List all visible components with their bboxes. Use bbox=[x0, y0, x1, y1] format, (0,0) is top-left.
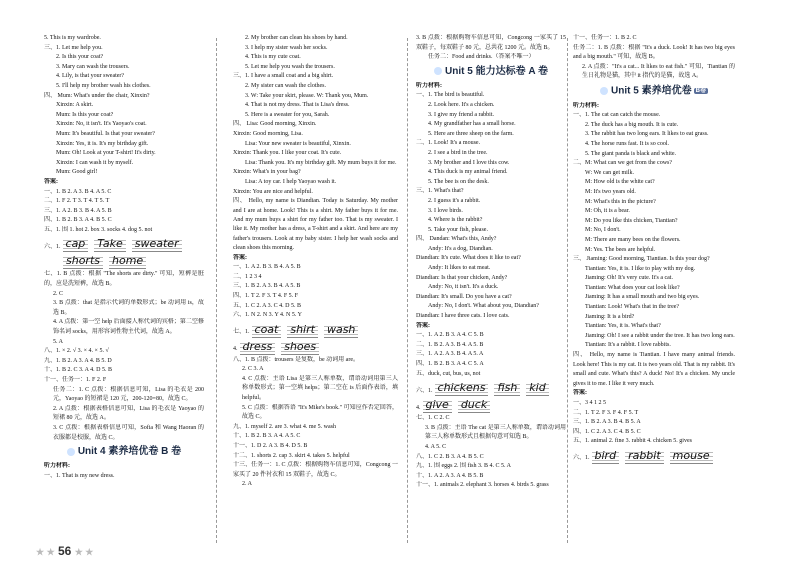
dialogue-line: Lisa: A toy car. I help Yaoyao wash it. bbox=[245, 178, 337, 185]
listening-line: 一、1. That is my new dress. bbox=[44, 472, 115, 479]
note-line: 5. C 点拨：根据答语 "It's Mike's book." 可知应作否定回答，故选 C。 bbox=[242, 404, 398, 421]
dialogue-line: Xinxin: What's in your bag? bbox=[233, 169, 301, 176]
handwriting-row bbox=[44, 236, 204, 252]
unit-title: Unit 5 能力达标卷 A 卷 bbox=[416, 66, 566, 78]
text-line: 5. I'll help my brother wash his clothes. bbox=[56, 82, 151, 89]
answer-line: 二、1. B 2. A 3. B 4. A 5. B bbox=[416, 341, 484, 348]
dialogue-line: Diandian: It's small. Do you have a cat? bbox=[416, 293, 512, 300]
note-line: 八、1. C 2. B 3. A 4. B 5. C bbox=[416, 453, 484, 460]
text-line: 十一、任务一：1. B 2. C bbox=[573, 35, 637, 41]
listening-line: 4. Where is the rabbit? bbox=[428, 217, 483, 224]
listening-heading: 听力材料: bbox=[416, 82, 442, 89]
handwriting-row bbox=[416, 380, 566, 396]
text-line: 三、1. I have a small coat and a big shirt. bbox=[233, 73, 334, 80]
column-3 bbox=[416, 34, 566, 491]
listening-line: 2. The duck has a big mouth. It is cute. bbox=[585, 121, 679, 128]
handwritten-word: fish bbox=[494, 381, 520, 396]
listening-line: 5. The giant panda is black and white. bbox=[585, 150, 677, 157]
listening-line: 5. Here are three sheep on the farm. bbox=[428, 130, 514, 137]
text-line: 3. I help my sister wash her socks. bbox=[245, 44, 328, 51]
listening-line: 三、1. What's that? bbox=[416, 188, 464, 195]
handwritten-word: rabbit bbox=[625, 449, 664, 464]
note-line: 3. C 点拨：根据表格信息可知，Sofia 和 Wang Haoran 的衣服都是校服，故选 C。 bbox=[53, 424, 204, 441]
dialogue-line: Xinxin: You are nice and helpful. bbox=[233, 188, 313, 195]
dialogue-line: Andy: It likes to eat meat. bbox=[428, 265, 491, 272]
item-number: 4. bbox=[416, 404, 421, 411]
unit-title: Unit 4 素养培优卷 B 卷 bbox=[44, 446, 204, 458]
note-line: 十一、1. animals 2. elephant 3. horses 4. birds 5. grass bbox=[416, 482, 549, 489]
handwritten-word: bird bbox=[592, 449, 620, 464]
listening-line: M: There are many bees on the flowers. bbox=[585, 236, 681, 243]
handwriting-row bbox=[416, 397, 566, 413]
passage: 四、 Hello, my name is Tiantian. I have many animal friends. Look here! This is my cat. It is two years old. That is my rabbit. It's small and cute. What's this? A duck! No! It's a chicken. My uncle gives it to me. I like it very much. bbox=[573, 352, 735, 387]
dialogue-line: Lisa: Your new sweater is beautiful, Xinxin. bbox=[245, 140, 351, 147]
answer-line: 三、1. B 2. A 3. B 4. A 5. B bbox=[233, 283, 301, 290]
note-line: 十一、任务一：1. F 2. F bbox=[44, 377, 107, 383]
answers-heading: 答案: bbox=[44, 178, 58, 185]
dialogue-line: Mum: It's beautiful. Is that your sweater? bbox=[56, 130, 155, 137]
listening-line: M: What's this in the picture? bbox=[585, 198, 656, 205]
item-number: 六、1. bbox=[44, 243, 61, 250]
dialogue-line: Andy: It's a dog, Diandian. bbox=[428, 245, 493, 252]
text-line: 任务二：1. B 点拨：根据 "It's a duck. Look! It has two big eyes and a big mouth." 可知，故选 B。 bbox=[573, 44, 735, 61]
dialogue-line: Jiaming: Oh! I see a rabbit under the tree. It has two long ears. bbox=[585, 332, 735, 339]
dialogue-line: 四、 Mum: What's under the chair, Xinxin? bbox=[44, 92, 150, 99]
dialogue-line: Lisa: Thank you. It's my birthday gift. My mum buys it for me. bbox=[245, 159, 397, 166]
answer-line: 一、1. A 2. B 3. B 4. A 5. B bbox=[233, 264, 301, 271]
listening-line: 5. The bee is on the desk. bbox=[428, 178, 489, 185]
handwritten-word: chickens bbox=[435, 381, 489, 396]
answer-line: 四、1. T 2. F 3. T 4. F 5. F bbox=[233, 292, 299, 299]
listening-line: M: How old is the white cat? bbox=[585, 179, 655, 186]
note-line: 4. A 5. C bbox=[425, 443, 447, 450]
note-line: 3. B 点拨：that 是指示代词的单数形式；be 动词用 is，故选 B。 bbox=[53, 300, 204, 316]
dialogue-line: Tiantian: Look! What's that in the tree? bbox=[585, 304, 680, 311]
dialogue-line: 四、 Dandan: What's this, Andy? bbox=[416, 236, 497, 243]
answer-line: 四、1. C 2. A 3. C 4. B 5. C bbox=[573, 428, 641, 435]
top-lines bbox=[44, 34, 204, 92]
handwritten-word: sweater bbox=[132, 237, 182, 252]
text-line: 4. This is my cute coat. bbox=[245, 54, 301, 61]
dialogue-line: Xinxin: I can wash it by myself. bbox=[56, 159, 134, 166]
item-number: 七、1. bbox=[233, 329, 250, 336]
handwritten-word: Take bbox=[94, 237, 125, 252]
column-4 bbox=[573, 34, 735, 465]
dialogue-line: Tiantian: What does your cat look like? bbox=[585, 284, 680, 291]
handwritten-word: shorts bbox=[63, 254, 103, 269]
column-divider bbox=[216, 38, 217, 543]
dialogue-line: Tiantian: Yes, it is. I like to play with my dog. bbox=[585, 265, 696, 272]
answer-line: 三、1. A 2. B 3. B 4. A 5. B bbox=[44, 207, 112, 214]
answer-line: 一、1. B 2. A 3. B 4. A 5. C bbox=[44, 188, 112, 195]
note-line: 十、1. A 2. A 3. A 4. B 5. B bbox=[416, 472, 484, 479]
dialogue-line: Diandian: Is that your chicken, Andy? bbox=[416, 274, 508, 281]
dialogue-line: Jiaming: Oh! It's very cute. It's a cat. bbox=[585, 275, 673, 282]
dialogue-line: Diandian: It's cute. What does it like to eat? bbox=[416, 255, 521, 262]
listening-line: 3. The rabbit has two long ears. It likes to eat grass. bbox=[585, 131, 709, 138]
answer-line: 五、1. 围 1. hot 2. box 3. socks 4. dog 5. not bbox=[44, 226, 153, 233]
text-line: 3. W: Take your skirt, please. W: Thank you, Mum. bbox=[245, 92, 369, 99]
dialogue-line: 三、 Jiaming: Good morning, Tiantian. Is this your dog? bbox=[573, 256, 710, 263]
item-number: 六、1. bbox=[573, 455, 590, 462]
note-line: 任务二：1. C 点拨：根据信息可知，Lisa 的毛衣是 200 元，Yaoyao 的短裙是 120 元，200-120=80，故选 C。 bbox=[53, 386, 204, 403]
text-line: 5. Let me help you wash the trousers. bbox=[245, 63, 335, 70]
dialogue-line: Xinxin: A skirt. bbox=[56, 102, 94, 109]
answers-heading: 答案: bbox=[416, 322, 430, 329]
answer-line: 二、1. F 2. T 3. T 4. T 5. T bbox=[44, 198, 110, 205]
listening-line: 3. My brother and I love this cow. bbox=[428, 159, 510, 166]
note-line: 十一、1. D 2. A 3. B 4. D 5. B bbox=[233, 443, 308, 450]
text-line: 2. My brother can clean his shoes by hand. bbox=[245, 35, 348, 41]
handwriting-row bbox=[233, 339, 398, 355]
listening-line: M: Yes. The bees are helpful. bbox=[585, 246, 656, 253]
note-line: 九、1. 围 eggs 2. 围 fish 3. B 4. C 5. A bbox=[416, 463, 512, 470]
answer-line: 四、1. B 2. B 3. A 4. C 5. A bbox=[416, 361, 484, 367]
note-line: 2. C bbox=[53, 290, 64, 297]
text-line: 4. That is not my dress. That is Lisa's dress. bbox=[245, 102, 350, 109]
text-line: 任务二：Food and drinks.（答案不唯一） bbox=[428, 54, 535, 61]
note-line: 2. C 3. A bbox=[242, 366, 264, 373]
answer-line: 二、1. T 2. F 3. F 4. F 5. T bbox=[573, 409, 639, 416]
star-icon: ★ ★ bbox=[74, 547, 94, 557]
listening-heading: 听力材料: bbox=[573, 102, 599, 109]
answer-line: 一、3 4 1 2 5 bbox=[573, 400, 607, 407]
handwriting-row bbox=[233, 322, 398, 338]
unit-title: Unit 5 素养培优卷 B卷 bbox=[573, 85, 735, 98]
note-line: 4. C 点拨：主语 Lisa 是第三人称单数，谓语动词用第三人称单数形式；第一空填 helps；第二空在 is 后面作表语，填 helpful。 bbox=[242, 375, 398, 402]
answers-heading: 答案: bbox=[233, 254, 247, 261]
answers-heading: 答案: bbox=[573, 390, 587, 397]
dialogue-line: Tiantian: It's a rabbit. I love rabbits. bbox=[585, 342, 671, 349]
listening-line: M: Oh, it is a bear. bbox=[585, 208, 630, 215]
dialogue bbox=[44, 92, 204, 178]
listening-line: 4. This duck is my animal friend. bbox=[428, 169, 508, 176]
note-line: 2. A bbox=[242, 481, 253, 488]
listening-line: 3. I give my friend a rabbit. bbox=[428, 111, 494, 118]
handwritten-word: cap bbox=[63, 237, 89, 252]
text-line: 2. Is this your coat? bbox=[56, 54, 104, 61]
listening-line: 一、1. The cat can catch the mouse. bbox=[573, 112, 661, 119]
note-line: 十二、1. shorts 2. cap 3. skirt 4. takes 5. helpful bbox=[233, 452, 350, 459]
listening-line: M: Do you like this chicken, Tiantian? bbox=[585, 217, 678, 224]
note-line: 九、1. myself 2. are 3. what 4. me 5. wash bbox=[233, 423, 336, 430]
column-2 bbox=[233, 34, 398, 490]
note-line: 九、1. B 2. A 3. A 4. B 5. D bbox=[44, 357, 112, 364]
volume-tag: B卷 bbox=[695, 87, 706, 94]
answer-line: 四、1. B 2. B 3. A 4. B 5. C bbox=[44, 217, 112, 224]
dialogue-line: Xinxin: No, it isn't. It's Yaoyao's coat. bbox=[56, 121, 147, 128]
text-line: 5. This is my wardrobe. bbox=[44, 35, 101, 41]
note-line: 七、1. B 点拨：根据 "The shorts are dirty." 可知，短裤是脏的，应是洗短裤，故选 B。 bbox=[44, 271, 204, 288]
note-line: 八、1. B 点拨：trousers 是复数，be 动词用 are。 bbox=[233, 356, 359, 363]
handwritten-word: mouse bbox=[670, 449, 713, 464]
note-line: 5. A bbox=[53, 338, 64, 345]
dialogue-line: 四、 Lisa: Good morning, Xinxin. bbox=[233, 121, 317, 128]
dialogue-line: Mum: Good girl! bbox=[56, 169, 98, 176]
star-icon: ★ ★ bbox=[36, 547, 55, 557]
handwritten-word: give bbox=[423, 398, 452, 413]
listening-line: 5. Take your fish, please. bbox=[428, 226, 488, 233]
dialogue-line: Xinxin: Good morning, Lisa. bbox=[233, 130, 303, 137]
handwritten-word: dress bbox=[240, 340, 276, 355]
passage: 四、 Hello, my name is Diandian. Today is Saturday. My mother and I are at home. Look! This is a shirt. My father buys it for me. And my mum buys a shirt for my father too. That is my sweater. I like it. My mother has a dress, a T-shirt and a skirt. And here are my father's trousers. Look at my baby sister. I help her wash socks and clean shoes this morning. bbox=[233, 198, 398, 252]
bullet-icon bbox=[434, 67, 442, 75]
dialogue-line: Xinxin: Yes, it is. It's my birthday gift. bbox=[56, 140, 149, 147]
answer-line: 三、1. B 2. A 3. B 4. B 5. A bbox=[573, 419, 641, 426]
page-number: ★ ★ 56 ★ ★ bbox=[36, 544, 94, 558]
listening-line: 4. My grandfather has a small horse. bbox=[428, 121, 516, 128]
text-line: 3. Mary can wash the trousers. bbox=[56, 63, 130, 70]
dialogue-line: Tiantian: Yes, it is. What's that? bbox=[585, 323, 661, 330]
handwriting-row bbox=[44, 253, 204, 269]
handwritten-word: duck bbox=[458, 398, 490, 413]
dialogue-line: Xinxin: Thank you. I like your coat. It's cute. bbox=[233, 150, 342, 157]
dialogue-line: Andy: No, I don't. What about you, Diandian? bbox=[428, 303, 539, 310]
item-number: 4. bbox=[233, 346, 238, 353]
text-line: 3. B 点拨：根据购物车信息可知，Congcong 一家买了 15 双鞋子，每双鞋子 80 元，总共花 1200 元。故选 B。 bbox=[416, 35, 566, 51]
answer-line: 五、duck, cut, bus, us, not bbox=[416, 370, 481, 377]
handwritten-word: home bbox=[109, 254, 146, 269]
note-line: 4. A 点拨：第一空 help 后面接人称代词的宾格；第二空修饰名词 socks，用形容词性物主代词，故选 A。 bbox=[53, 319, 204, 336]
dialogue-line: Jiaming: It has a small mouth and two big eyes. bbox=[585, 294, 700, 301]
listening-line: 4. The horse runs fast. It is so cool. bbox=[585, 140, 670, 147]
listening-line: M: It's two years old. bbox=[585, 188, 636, 195]
bullet-icon bbox=[600, 87, 608, 95]
text-line: 2. My sister can wash the clothes. bbox=[245, 82, 326, 89]
handwritten-word: coat bbox=[252, 323, 282, 338]
answer-line: 三、1. A 2. A 3. B 4. A 5. A bbox=[416, 351, 484, 358]
note-line: 2. A 点拨：根据表格信息可知，Lisa 的毛衣是 Yaoyao 的短裙 80 元，故选 A。 bbox=[53, 405, 204, 422]
listening-line: W: We can get milk. bbox=[585, 169, 635, 176]
handwritten-word: shoes bbox=[281, 340, 319, 355]
dialogue-line: Andy: No, it isn't. It's a duck. bbox=[428, 284, 499, 291]
listening-heading: 听力材料: bbox=[44, 463, 70, 470]
note-line: 七、1. C 2. C bbox=[416, 415, 450, 422]
listening-line: 2. I see a bird in the tree. bbox=[428, 149, 488, 156]
column-1 bbox=[44, 34, 204, 481]
listening-line: 一、1. The bird is beautiful. bbox=[416, 92, 485, 99]
column-divider bbox=[407, 38, 408, 543]
note-line: 十、1. B 2. C 3. A 4. D 5. B bbox=[44, 367, 113, 374]
text-line: 2. A 点拨："It's a cat... It likes to eat fish." 可知，Tiantian 的生日礼物是猫，其中 it 指代的是猫，故选 A。 bbox=[582, 63, 735, 80]
note-line: 八、1. × 2. √ 3. × 4. × 5. √ bbox=[44, 348, 109, 355]
handwritten-word: shirt bbox=[287, 323, 318, 338]
answer-line: 一、1. A 2. B 3. A 4. C 5. B bbox=[416, 332, 484, 339]
handwriting-row bbox=[573, 448, 735, 464]
text-line: 4. Lily, is that your sweater? bbox=[56, 73, 125, 80]
listening-line: M: No, I don't. bbox=[585, 227, 621, 234]
note-line: 十、1. B 2. B 3. A 4. A 5. C bbox=[233, 433, 301, 440]
note-line: 十三、任务一：1. C 点拨：根据购物车信息可知，Congcong 一家买了 20 件衬衣和 15 双鞋子，故选 C。 bbox=[233, 462, 398, 478]
answer-line: 二、1 2 3 4 bbox=[233, 273, 262, 280]
column-divider bbox=[567, 38, 568, 543]
listening-line: 二、M: What can we get from the cows? bbox=[573, 160, 673, 167]
answer-line: 五、1. C 2. A 3. C 4. D 5. B bbox=[233, 302, 302, 309]
dialogue-line: Mum: Is this your coat? bbox=[56, 111, 114, 118]
item-number: 六、1. bbox=[416, 387, 433, 394]
listening-line: 2. I guess it's a rabbit. bbox=[428, 197, 481, 204]
dialogue-line: Diandian: I have three cats. I love cats. bbox=[416, 313, 510, 320]
listening-line: 二、1. Look! It's a mouse. bbox=[416, 140, 481, 147]
dialogue-line: Jiaming: It is a bird? bbox=[585, 313, 635, 320]
text-line: 三、1. Let me help you. bbox=[44, 44, 103, 51]
listening-line: 3. I love birds. bbox=[428, 207, 463, 214]
text-line: 5. Here is a sweater for you, Sarah. bbox=[245, 111, 330, 118]
listening-line: 2. Look here. It's a chicken. bbox=[428, 101, 495, 108]
bullet-icon bbox=[67, 448, 75, 456]
dialogue-line: Mum: Oh! Look at your T-shirt! It's dirty. bbox=[56, 150, 156, 157]
answer-line: 六、1. N 2. N 3. Y 4. N 5. Y bbox=[233, 312, 302, 319]
handwritten-word: kid bbox=[526, 381, 548, 396]
handwritten-word: wash bbox=[324, 323, 358, 338]
note-line: 3. B 点拨：主语 The cat 是第三人称单数，谓语动词用第三人称单数形式且根据句意可知选 B。 bbox=[425, 424, 566, 441]
answer-line: 五、1. animal 2. fine 3. rabbit 4. chicken 5. gives bbox=[573, 438, 692, 445]
